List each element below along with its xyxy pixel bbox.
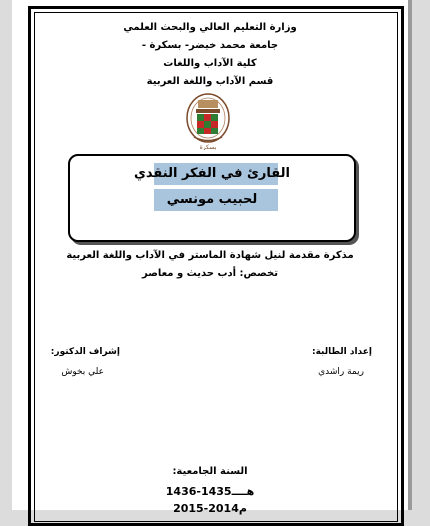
academic-year-hijri: 1436-1435هــــ [165,485,255,498]
university-line: جامعة محمد خيضر- بسكرة - [141,40,279,51]
department-line: قسم الآداب واللغة العربية [146,76,274,87]
student-name: ريمة راشدي [318,367,364,377]
page-border-inner [34,12,398,522]
student-label: إعداد الطالبة: [312,347,372,357]
academic-year-label: السنة الجامعية: [172,466,248,477]
document-page [12,0,408,515]
logo-caption: بسكرة [199,144,217,150]
academic-year-gregorian: 2015-2014م [173,502,247,515]
specialization: تخصص: أدب حديث و معاصر [141,268,278,279]
ministry-line: وزارة التعليم العالي والبحث العلمي [123,22,297,33]
thesis-title-line-1: القارئ في الفكر النقدي [134,166,290,181]
supervisor-name: علي بخوش [61,367,104,377]
memo-description: مذكرة مقدمة لنيل شهادة الماستر في الآداب واللغة العربية [66,250,354,261]
thesis-title-line-2: لحبيب مونسي [166,192,258,207]
supervisor-label: إشراف الدكتور: [50,347,120,357]
faculty-line: كلية الآداب واللغات [163,58,257,69]
title-box [68,154,356,242]
university-seal-icon [184,92,232,150]
